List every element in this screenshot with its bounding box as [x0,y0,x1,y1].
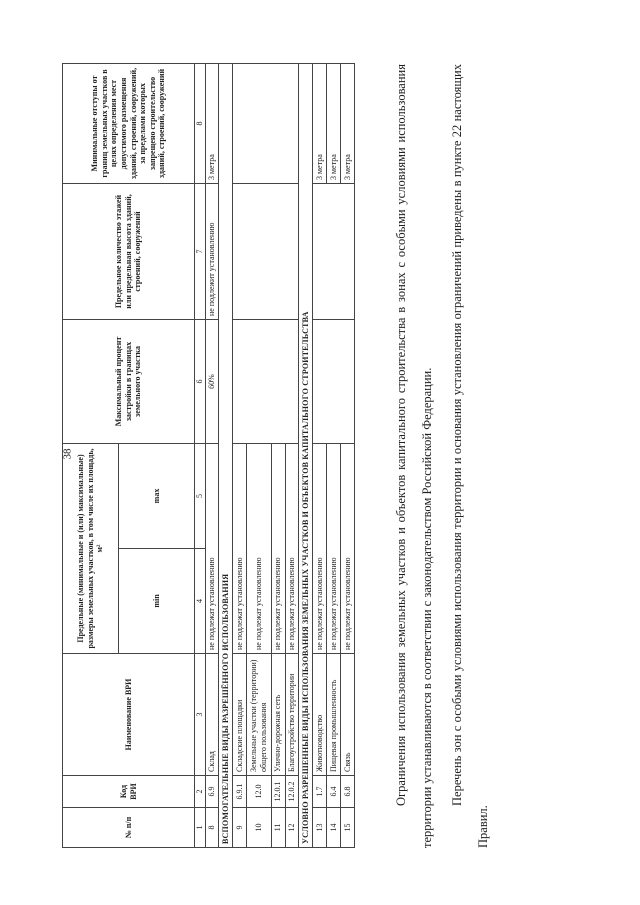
row-size: не подлежат установлению [233,444,247,654]
row-code: 6.9 [205,776,219,808]
row-num: 13 [313,808,327,848]
row-name: Связь [341,654,355,776]
row-name: Животноводство [313,654,327,776]
rotated-page-content [62,48,622,848]
header-num: № п/п [63,808,195,848]
aux-section-title: ВСПОМОГАТЕЛЬНЫЕ ВИДЫ РАЗРЕШЁННОГО ИСПОЛЬЗОВАНИЯ [219,64,233,848]
row-code: 6.8 [341,776,355,808]
column-number: 5 [195,444,206,549]
row-setback: 3 метра [327,64,341,184]
header-floors: Предельное количество этажей или предельная высота зданий, строений, сооружений [63,184,195,320]
row-num: 10 [247,808,271,848]
aux-merged-cell [233,184,299,320]
table-row [327,64,341,848]
column-number: 6 [195,320,206,444]
row-setback: 3 метра [341,64,355,184]
table-row [341,64,355,848]
header-setback: Минимальные отступы от границ земельных участков в целях определения мест допустимого размещения зданий, строений, сооружений, за пределами которых запрещено строительство зданий, строений, сооружений [63,64,195,184]
row-name: Улично-дорожная сеть [271,654,285,776]
row-size: не подлежат установлению [327,444,341,654]
header-percent: Максимальный процент застройки в границах земельного участка [63,320,195,444]
row-name: Земельные участки (территории) общего пользования [247,654,271,776]
table-row [205,64,219,848]
column-number: 3 [195,654,206,776]
row-setback: 3 метра [205,64,219,184]
column-number: 7 [195,184,206,320]
aux-merged-cell [233,64,299,184]
row-size: не подлежат установлению [285,444,299,654]
row-code: 1.7 [313,776,327,808]
page-number: 38 [61,448,74,460]
conditional-section-title: УСЛОВНО РАЗРЕШЕННЫЕ ВИДЫ ИСПОЛЬЗОВАНИЯ ЗЕМЕЛЬНЫХ УЧАСТКОВ И ОБЪЕКТОВ КАПИТАЛЬНОГО СТРОИТЕЛЬСТВА [299,64,313,848]
conditional-section-row [299,64,313,848]
row-num: 12 [285,808,299,848]
row-percent: 60% [205,320,219,444]
table-row [313,64,327,848]
column-number: 4 [195,549,206,654]
row-name: Пищевая промышленность [327,654,341,776]
row-name: Благоустройство территории [285,654,299,776]
row-name: Склад [205,654,219,776]
row-size: не подлежат установлению [271,444,285,654]
row-size: не подлежат установлению [247,444,271,654]
row-size: не подлежат установлению [341,444,355,654]
row-code: 12.0.1 [271,776,285,808]
column-number: 2 [195,776,206,808]
aux-merged-cell [233,320,299,444]
row-num: 8 [205,808,219,848]
row-floors: не подлежит установлению [205,184,219,320]
header-size-group: Предельные (минимальные и (или) максимальные) размеры земельных участков, в том числе их площадь, м² [63,444,119,654]
restrictions-paragraph: Ограничения использования земельных участков и объектов капитального строительства в зонах с особыми условиями использования территории устанавливаются в соответствии с законодательством Российской Федерации. [394,64,434,848]
header-min: min [119,549,195,654]
row-num: 14 [327,808,341,848]
row-size: не подлежат установлению [205,444,219,654]
zones-list-paragraph: Перечень зон с особыми условиями использования территории и основания установления ограничений приведены в пункте 22 настоящих Правил. [450,64,490,848]
conditional-merged-cell [313,184,355,320]
row-code: 12.0 [247,776,271,808]
zoning-regulations-table [62,63,355,848]
row-num: 15 [341,808,355,848]
column-number: 8 [195,64,206,184]
row-size: не подлежат установлению [313,444,327,654]
row-num: 9 [233,808,247,848]
row-name: Складские площадки [233,654,247,776]
row-code: 6.9.1 [233,776,247,808]
conditional-merged-cell [313,320,355,444]
header-max: max [119,444,195,549]
header-name: Наименование ВРИ [63,654,195,776]
row-code: 6.4 [327,776,341,808]
column-number: 1 [195,808,206,848]
row-setback: 3 метра [313,64,327,184]
aux-section-row [219,64,233,848]
header-code: Код ВРИ [63,776,195,808]
row-num: 11 [271,808,285,848]
row-code: 12.0.2 [285,776,299,808]
column-numbers-row [195,64,206,848]
table-row [233,64,247,848]
